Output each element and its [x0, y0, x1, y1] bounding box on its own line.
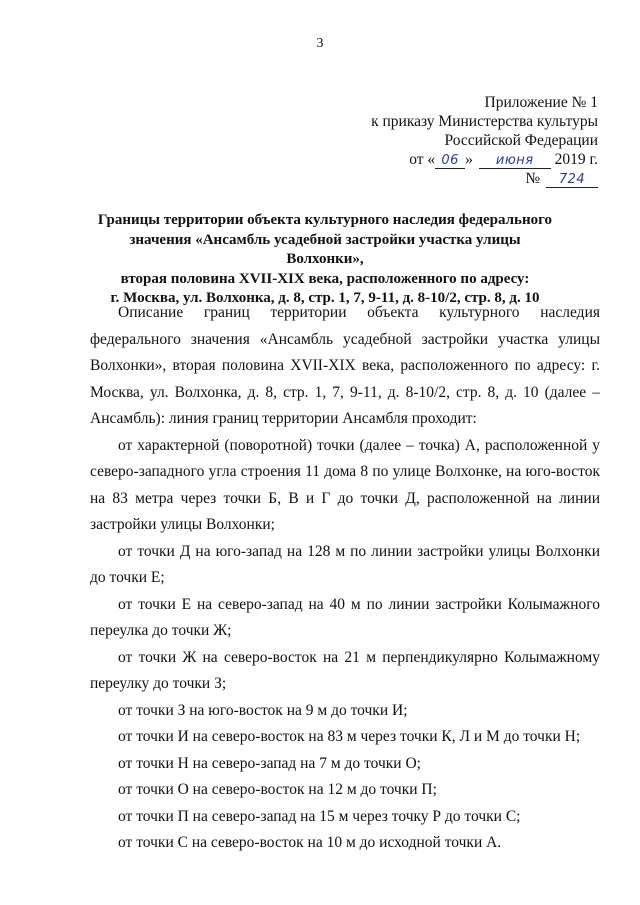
paragraph-point-z: от точки З на юго-восток на 9 м до точки И;: [118, 701, 408, 719]
date-prefix: от «: [409, 151, 436, 168]
paragraph-point-d: от точки Д на юго-запад на 128 м по линии застройки улицы Волхонки до точки Е;: [90, 542, 600, 586]
appendix-block: [371, 93, 598, 188]
paragraph-point-o: от точки О на северо-восток на 12 м до точки П;: [118, 781, 437, 798]
title-line-3: вторая половина XVII-XIX века, расположенного по адресу:: [120, 270, 530, 287]
document-title: [90, 211, 560, 309]
date-month-handwritten: июня: [495, 153, 534, 168]
number-handwritten: 724: [558, 172, 586, 187]
date-mid: »: [465, 151, 473, 168]
title-line-4: г. Москва, ул. Волхонка, д. 8, стр. 1, 7, 9-11, д. 8-10/2, стр. 8, д. 10: [110, 290, 540, 306]
date-day-handwritten: 06: [441, 153, 459, 168]
paragraph-point-s: от точки С на северо-восток на 10 м до исходной точки А.: [118, 834, 502, 851]
appendix-number-line: [371, 169, 598, 188]
paragraph-point-zh: от точки Ж на северо-восток на 21 м перпендикулярно Колымажному переулку до точки З;: [90, 648, 600, 692]
appendix-order-line: к приказу Министерства культуры: [371, 113, 598, 130]
appendix-date-line: [371, 150, 598, 169]
appendix-title: Приложение № 1: [484, 94, 598, 111]
appendix-federation-line: Российской Федерации: [444, 132, 598, 149]
paragraph-point-a: от характерной (поворотной) точки (далее – точка) А, расположенной у северо-западного угла строения 11 дома 8 по улице Волхонке, на юго-восток на 83 метра через точки Б, В и Г до точки Д, расположенной на линии застройки улицы Волхонки;: [90, 436, 600, 533]
paragraph-description: Описание границ территории объекта культурного наследия федерального значения «Ансамбль усадебной застройки участка улицы Волхонки», вторая половина XVII-XIX века, расположенного по адресу: г. Москва, ул. Волхонка, д. 8, стр. 1, 7, 9-11, д. 8-10/2, стр. 8, д. 10 (далее – Ансамбль): линия границ территории Ансамбля проходит:: [90, 304, 600, 427]
date-year: 2019 г.: [554, 151, 598, 168]
paragraph-point-p: от точки П на северо-запад на 15 м через точку Р до точки С;: [118, 807, 521, 825]
paragraph-point-i: от точки И на северо-восток на 83 м через точки К, Л и М до точки Н;: [118, 728, 581, 745]
number-field: [546, 172, 598, 188]
date-day-field: [435, 153, 465, 169]
paragraph-point-e: от точки Е на северо-запад на 40 м по линии застройки Колымажного переулка до точки Ж;: [90, 595, 600, 639]
number-label: №: [525, 170, 541, 187]
document-body: [90, 300, 600, 857]
title-line-2: значения «Ансамбль усадебной застройки участка улицы Волхонки»,: [129, 231, 521, 267]
page-number: 3: [316, 36, 324, 51]
date-month-field: [479, 153, 551, 169]
title-line-1: Границы территории объекта культурного наследия федерального: [97, 212, 553, 228]
paragraph-point-n: от точки Н на северо-запад на 7 м до точки О;: [118, 754, 421, 772]
